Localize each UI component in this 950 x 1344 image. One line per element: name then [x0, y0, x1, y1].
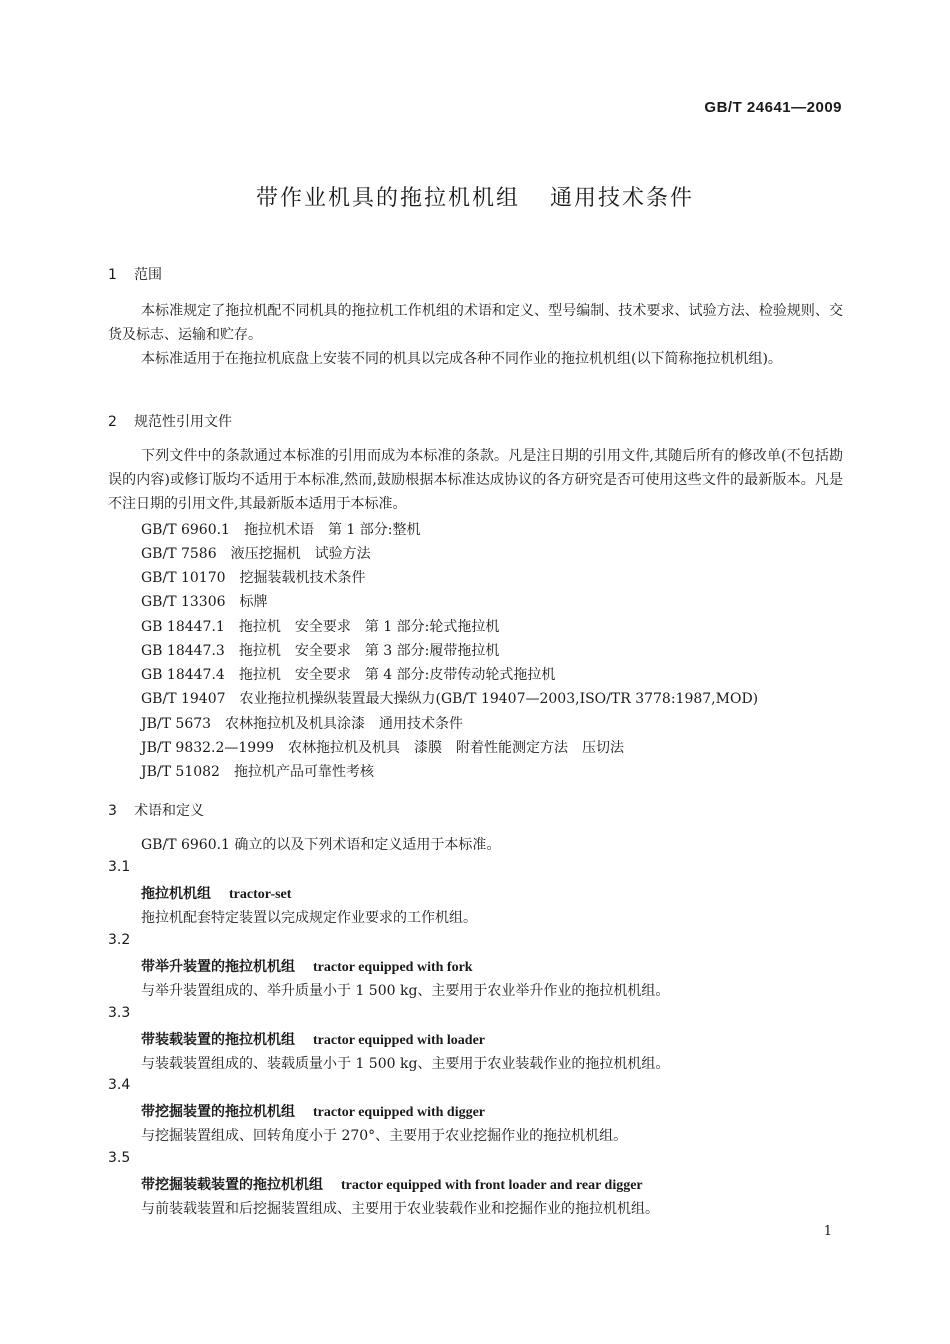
term-en: tractor equipped with digger — [313, 1105, 486, 1120]
section-number: 3 — [108, 803, 117, 819]
term-definition: 与前装载装置和后挖掘装置组成、主要用于农业装载作业和挖掘作业的拖拉机机组。 — [141, 1201, 659, 1217]
term-zh: 带挖掘装载装置的拖拉机机组 — [141, 1177, 323, 1193]
reference-item: JB/T 5673 农林拖拉机及机具涂漆 通用技术条件 — [141, 716, 464, 732]
reference-item: GB/T 6960.1 拖拉机术语 第 1 部分:整机 — [141, 522, 421, 538]
term-zh: 带挖掘装置的拖拉机机组 — [141, 1104, 295, 1120]
title-part-2: 通用技术条件 — [550, 186, 695, 211]
term-en: tractor equipped with fork — [313, 960, 473, 975]
section-2-heading — [108, 411, 232, 431]
term-zh: 拖拉机机组 — [141, 886, 211, 902]
reference-item: JB/T 9832.2—1999 农林拖拉机及机具 漆膜 附着性能测定方法 压切法 — [141, 740, 625, 756]
reference-item: GB/T 19407 农业拖拉机操纵装置最大操纵力(GB/T 19407—2003,ISO/TR 3778:1987,MOD) — [141, 691, 759, 707]
reference-item: GB 18447.4 拖拉机 安全要求 第 4 部分:皮带传动轮式拖拉机 — [141, 667, 556, 683]
term-title — [141, 883, 291, 903]
section-title: 范围 — [134, 267, 162, 283]
term-en: tractor-set — [229, 887, 292, 902]
section-number: 2 — [108, 414, 117, 430]
section-1-para-2: 本标准适用于在拖拉机底盘上安装不同的机具以完成各种不同作业的拖拉机机组(以下简称拖拉机机组)。 — [141, 351, 782, 367]
term-number: 3.1 — [108, 859, 131, 875]
section-3-intro: GB/T 6960.1 确立的以及下列术语和定义适用于本标准。 — [141, 837, 501, 853]
term-zh: 带举升装置的拖拉机机组 — [141, 959, 295, 975]
reference-item: GB 18447.1 拖拉机 安全要求 第 1 部分:轮式拖拉机 — [141, 619, 500, 635]
term-zh: 带装载装置的拖拉机机组 — [141, 1032, 295, 1048]
term-en: tractor equipped with front loader and rear digger — [341, 1178, 643, 1193]
document-title — [0, 181, 950, 212]
page-number: 1 — [823, 1224, 832, 1239]
section-2-para: 下列文件中的条款通过本标准的引用而成为本标准的条款。凡是注日期的引用文件,其随后所有的修改单(不包括勘误的内容)或修订版均不适用于本标准,然而,鼓励根据本标准达成协议的各方研究是否可使用这些文件的最新版本。凡是不注日期的引用文件,其最新版本适用于本标准。 — [108, 448, 843, 512]
reference-item: JB/T 51082 拖拉机产品可靠性考核 — [141, 764, 374, 780]
reference-item: GB 18447.3 拖拉机 安全要求 第 3 部分:履带拖拉机 — [141, 643, 500, 659]
term-definition: 与举升装置组成的、举升质量小于 1 500 kg、主要用于农业举升作业的拖拉机机组。 — [141, 983, 670, 999]
reference-item: GB/T 13306 标牌 — [141, 594, 268, 610]
term-definition: 与挖掘装置组成、回转角度小于 270°、主要用于农业挖掘作业的拖拉机机组。 — [141, 1128, 628, 1144]
standard-code: GB/T 24641—2009 — [704, 99, 842, 116]
term-number: 3.2 — [108, 932, 131, 948]
term-definition: 与装载装置组成的、装载质量小于 1 500 kg、主要用于农业装载作业的拖拉机机组。 — [141, 1056, 670, 1072]
term-number: 3.4 — [108, 1077, 131, 1093]
section-title: 术语和定义 — [134, 803, 204, 819]
reference-item: GB/T 7586 液压挖掘机 试验方法 — [141, 546, 371, 562]
section-number: 1 — [108, 267, 117, 283]
title-part-1: 带作业机具的拖拉机机组 — [255, 186, 520, 211]
section-3-heading — [108, 800, 204, 820]
term-title — [141, 956, 473, 976]
term-number: 3.3 — [108, 1005, 131, 1021]
term-definition: 拖拉机配套特定装置以完成规定作业要求的工作机组。 — [141, 910, 477, 926]
term-title — [141, 1029, 485, 1049]
section-title: 规范性引用文件 — [134, 414, 232, 430]
term-number: 3.5 — [108, 1150, 131, 1166]
section-1-para-1: 本标准规定了拖拉机配不同机具的拖拉机工作机组的术语和定义、型号编制、技术要求、试验方法、检验规则、交货及标志、运输和贮存。 — [108, 303, 843, 343]
section-1-heading — [108, 264, 162, 284]
reference-item: GB/T 10170 挖掘装载机技术条件 — [141, 570, 366, 586]
term-en: tractor equipped with loader — [313, 1033, 486, 1048]
term-title — [141, 1174, 643, 1194]
term-title — [141, 1101, 485, 1121]
